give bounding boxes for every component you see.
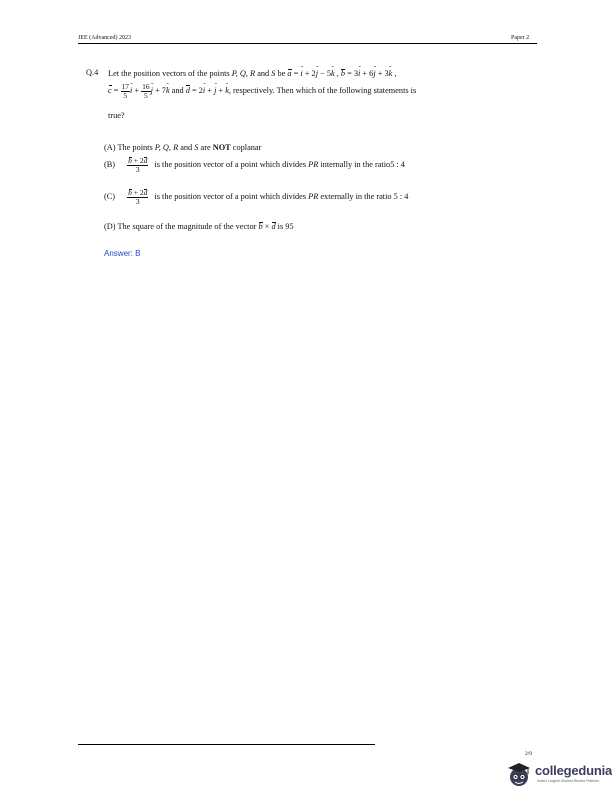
logo-wordmark: collegedunia xyxy=(535,763,612,778)
question-line-1 xyxy=(108,69,396,78)
question-number: Q.4 xyxy=(86,68,99,77)
header-exam-title: JEE (Advanced) 2023 xyxy=(78,35,131,41)
vector-d-expr: d = 2ˆ i + ˆ j + ˆ k xyxy=(186,86,229,95)
answer-text: Answer: B xyxy=(104,249,141,258)
logo-tagline: India's Largest Student Review Platform xyxy=(537,779,600,783)
option-b: (B) $\frac{b + 2d}{3}$ is the position vector of a point which divides PR internally in the ratio5 : 4 xyxy=(104,156,405,174)
question-intro: Let the position vectors of the points xyxy=(108,69,230,78)
option-a: (A) The points P, Q, R and S are NOT coplanar xyxy=(104,143,262,152)
fraction-16-5: $\frac{16}{5}$ xyxy=(142,82,150,100)
respectively-text: , respectively. Then which of the following statements is xyxy=(228,85,417,95)
graduate-mascot-icon xyxy=(505,759,535,789)
and-word: and xyxy=(257,69,270,78)
fraction-b-plus-2d-over-3: $\frac{b + 2d}{3}$ xyxy=(128,156,148,174)
points-pqr: P, Q, R xyxy=(231,69,256,78)
vector-c-expr: c = $\frac{17}{5}$ ˆ i + $\frac{16}{5}$ ˆ j + 7ˆ k xyxy=(108,86,172,95)
vector-a-expr: a = ˆ i + 2ˆ j − 5ˆ k , b = 3ˆ i + 6ˆ j + 3ˆ k , xyxy=(287,69,396,78)
be-word: be xyxy=(277,69,286,78)
header-rule xyxy=(78,43,537,44)
collegedunia-logo[interactable] xyxy=(505,759,612,789)
question-line-2: c = $\frac{17}{5}$ ˆ i + $\frac{16}{5}$ ˆ j + 7ˆ k and d = 2ˆ i + ˆ j + ˆ k, respectively. Then which of the following statements is xyxy=(108,83,416,99)
option-d: (D) The square of the magnitude of the vector b × d is 95 xyxy=(104,222,294,231)
page-number: 2/9 xyxy=(525,751,533,757)
point-s: S xyxy=(271,69,276,78)
question-line-3: true? xyxy=(108,111,125,120)
header-paper: Paper 2 xyxy=(511,35,530,41)
fraction-b-plus-2d-over-3: $\frac{b + 2d}{3}$ xyxy=(128,188,148,206)
footer-rule xyxy=(78,744,375,745)
option-c: (C) $\frac{b + 2d}{3}$ is the position vector of a point which divides PR externally in the ratio 5 : 4 xyxy=(104,188,409,206)
fraction-17-5: $\frac{17}{5}$ xyxy=(121,82,130,100)
